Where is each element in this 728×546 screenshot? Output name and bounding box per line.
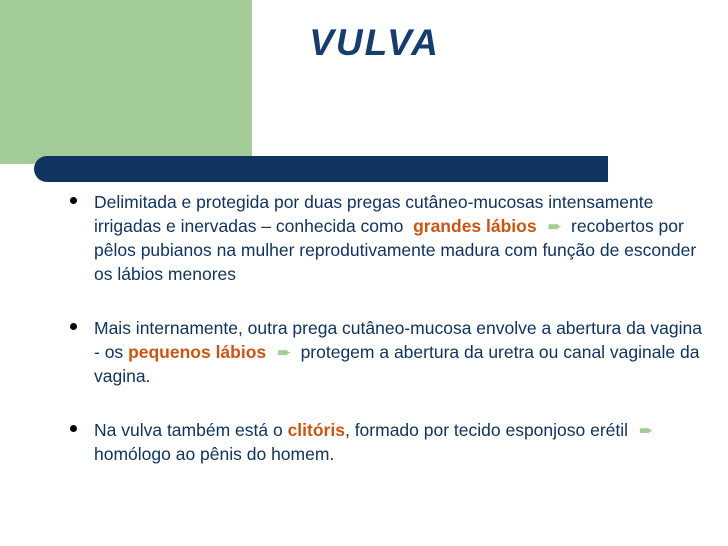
green-decor-panel <box>0 0 252 164</box>
bullet-text-continued: homólogo ao pênis do homem. <box>94 444 335 464</box>
bullet-item <box>0 418 728 466</box>
highlight-term: grandes lábios <box>413 216 537 236</box>
right-arrow-icon: ➨ <box>277 342 292 362</box>
bullet-text-continued: recobertos por pêlos pubianos na mulher reprodutivamente madura com função de esconder os lábios menores <box>94 216 697 284</box>
bullet-dot-icon <box>70 425 77 432</box>
bullet-text: Na vulva também está o <box>94 420 283 440</box>
bullet-text: Delimitada e protegida por duas pregas cutâneo-mucosas intensamente irrigadas e inervadas – conhecida como <box>94 192 654 236</box>
right-arrow-icon: ➨ <box>638 420 654 440</box>
bullet-item <box>0 316 728 388</box>
bullet-dot-icon <box>70 197 77 204</box>
slide-title: VULVA <box>309 22 440 63</box>
title-divider-bar <box>34 156 608 182</box>
highlight-term: pequenos lábios <box>128 342 267 362</box>
bullet-text-continued: protegem a abertura da uretra ou canal vaginale da vagina. <box>94 342 700 386</box>
highlight-term: clitóris <box>287 420 345 440</box>
bullet-list <box>0 190 728 466</box>
bullet-text: Mais internamente, outra prega cutâneo-mucosa envolve a abertura da vagina - os <box>94 318 703 362</box>
right-arrow-icon: ➨ <box>547 216 563 236</box>
bullet-item <box>0 190 728 286</box>
bullet-dot-icon <box>70 323 77 330</box>
bullet-text-middle: , formado por tecido esponjoso erétil <box>344 420 629 440</box>
